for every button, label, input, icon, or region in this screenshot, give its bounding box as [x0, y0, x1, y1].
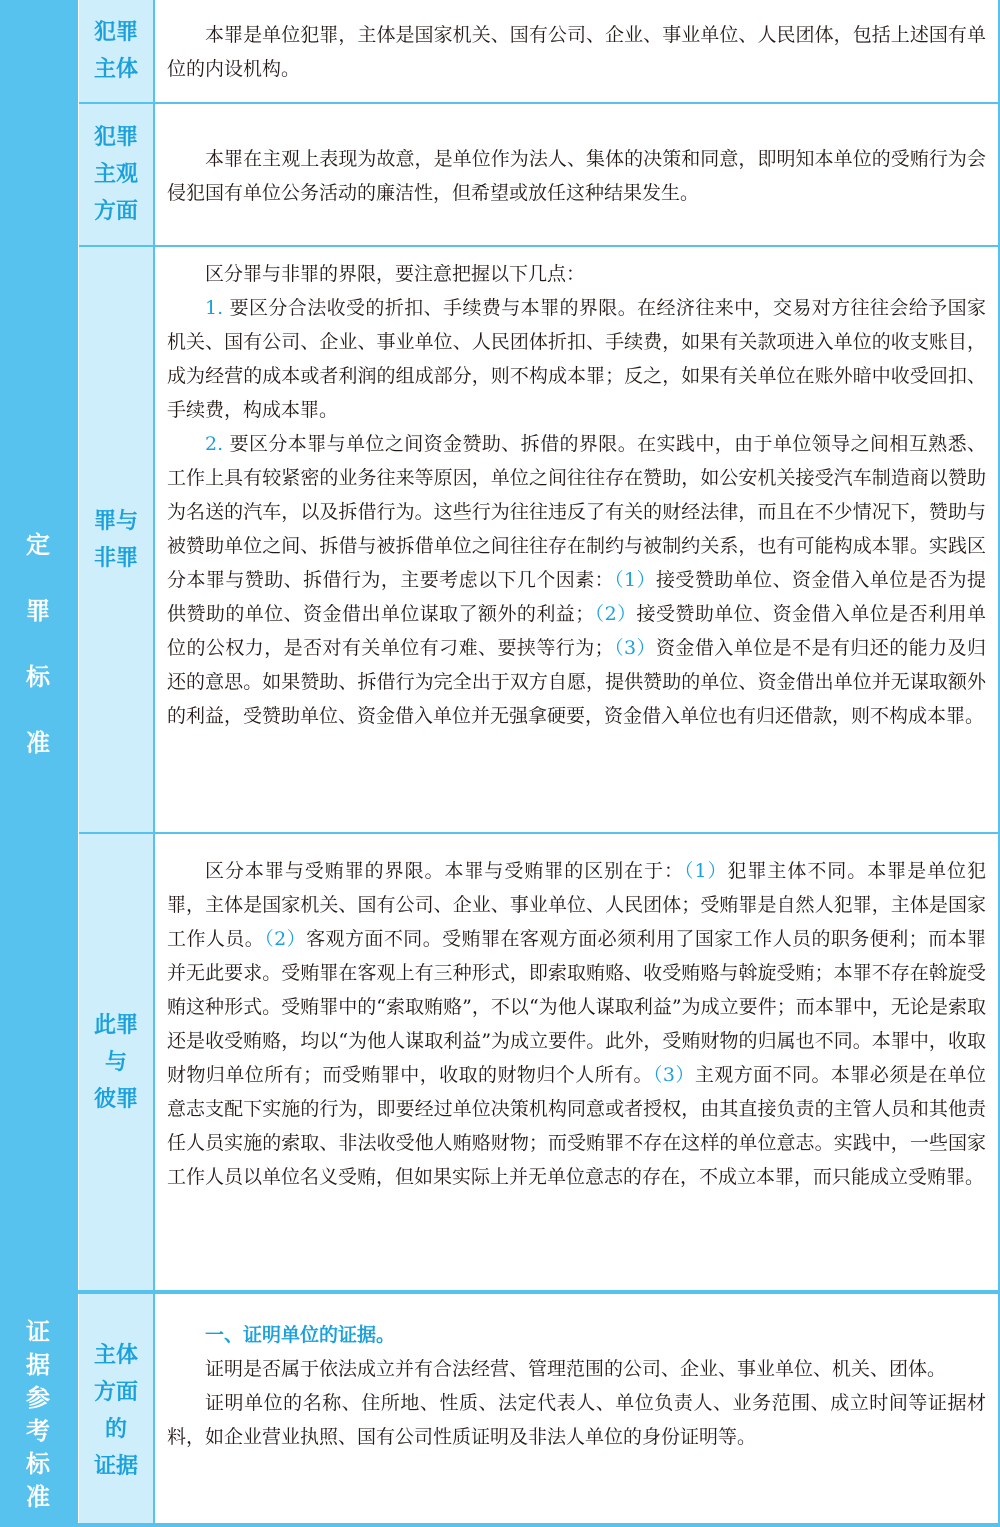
divider	[79, 102, 1000, 104]
divider	[79, 245, 1000, 247]
row-label-line: 犯罪	[93, 125, 138, 150]
paragraph-text: 区分罪与非罪的界限，要注意把握以下几点：	[205, 263, 586, 285]
category-char: 准	[26, 1483, 50, 1511]
category-char: 罪	[26, 597, 50, 625]
body-paragraph	[155, 18, 1000, 86]
paragraph-text: 接受赞助单位、资金借入单位是否利用单位的公权力，是否对有关单位有刁难、要挟等行为；	[167, 603, 986, 659]
divider	[76, 0, 78, 1527]
row-body-this-vs-other-crime	[155, 834, 1000, 1290]
item-number: （2）	[594, 603, 637, 625]
item-number: （1）	[614, 569, 656, 591]
paragraph-text: 本罪是单位犯罪，主体是国家机关、国有公司、企业、事业单位、人民团体，包括上述国有单位的内设机构。	[167, 24, 986, 80]
body-paragraph	[155, 291, 1000, 427]
row-label-this-vs-other-crime	[79, 834, 153, 1290]
category-char: 标	[26, 663, 50, 691]
item-number: （3）	[613, 637, 656, 659]
row-body-crime-or-not	[155, 247, 1000, 832]
paragraph-text: 接受赞助单位、资金借入单位是否为提供赞助的单位、资金借出单位谋取了额外的利益；	[167, 569, 986, 625]
row-label-line: 非罪	[93, 546, 138, 571]
row-label-line: 方面	[93, 199, 138, 224]
row-label-subjective-aspect	[79, 104, 153, 245]
category-char: 定	[26, 531, 50, 559]
row-body-subjective-aspect	[155, 104, 1000, 245]
row-label-crime-subject	[79, 0, 153, 102]
body-paragraph	[155, 427, 1000, 733]
divider	[79, 832, 1000, 834]
body-paragraph	[155, 142, 1000, 210]
paragraph-text: 证明是否属于依法成立并有合法经营、管理范围的公司、企业、事业单位、机关、团体。	[205, 1358, 947, 1380]
row-body-crime-subject	[155, 0, 1000, 102]
row-label-line: 此罪	[93, 1013, 138, 1038]
paragraph-text: 主观方面不同。本罪必须是在单位意志支配下实施的行为，即要经过单位决策机构同意或者授权，由其直接负责的主管人员和其他责任人员实施的索取、非法收受他人贿赂财物；而受贿罪不存在这样的单位意志。实践中，一些国家工作人员以单位名义受贿，但如果实际上并无单位意志的存在，不成立本罪，而只能成立受贿罪。	[167, 1064, 986, 1188]
row-label-subject-evidence	[79, 1294, 153, 1527]
body-paragraph	[155, 1352, 1000, 1386]
category-cell-evidence	[0, 1294, 76, 1527]
row-label-line: 的	[104, 1417, 127, 1442]
row-label-line: 罪与	[93, 509, 138, 534]
item-number: 1.	[205, 297, 224, 319]
category-label-evidence	[0, 1316, 76, 1514]
row-label-line: 方面	[93, 1380, 138, 1405]
section-heading: 一、证明单位的证据。	[205, 1324, 396, 1346]
divider	[153, 0, 155, 1527]
category-char: 证	[26, 1318, 50, 1346]
row-label-line: 主观	[93, 162, 138, 187]
paragraph-text: 要区分合法收受的折扣、手续费与本罪的界限。在经济往来中，交易对方往往会给予国家机关、国有公司、企业、事业单位、人民团体折扣、手续费，如果有关款项进入单位的收支账目，成为经营的成本或者利润的组成部分，则不构成本罪；反之，如果有关单位在账外暗中收受回扣、手续费，构成本罪。	[167, 297, 986, 421]
row-label-line: 与	[104, 1050, 127, 1075]
paragraph-text: 证明单位的名称、住所地、性质、法定代表人、单位负责人、业务范围、成立时间等证据材料，如企业营业执照、国有公司性质证明及非法人单位的身份证明等。	[167, 1392, 986, 1448]
body-paragraph	[155, 257, 1000, 291]
paragraph-text: 本罪在主观上表现为故意，是单位作为法人、集体的决策和同意，即明知本单位的受贿行为会侵犯国有单位公务活动的廉洁性，但希望或放任这种结果发生。	[167, 148, 986, 204]
category-cell-conviction	[0, 0, 76, 1290]
row-label-line: 彼罪	[93, 1087, 138, 1112]
paragraph-text: 客观方面不同。受贿罪在客观方面必须利用了国家工作人员的职务便利；而本罪并无此要求。受贿罪在客观上有三种形式，即索取贿赂、收受贿赂与斡旋受贿；本罪不存在斡旋受贿这种形式。受贿罪中的“索取贿赂”，不以“为他人谋取利益”为成立要件；而本罪中，无论是索取还是收受贿赂，均以“为他人谋取利益”为成立要件。此外，受贿财物的归属也不同。本罪中，收取财物归单位所有；而受贿罪中，收取的财物归个人所有。	[167, 928, 986, 1086]
paragraph-text: 犯罪主体不同。本罪是单位犯罪，主体是国家机关、国有公司、企业、事业单位、人民团体；受贿罪是自然人犯罪，主体是国家工作人员。	[167, 860, 986, 950]
body-paragraph	[155, 1386, 1000, 1454]
category-label-conviction	[0, 512, 76, 776]
paragraph-text: 要区分本罪与单位之间资金赞助、拆借的界限。在实践中，由于单位领导之间相互熟悉、工作上具有较紧密的业务往来等原因，单位之间往往存在赞助，如公安机关接受汽车制造商以赞助为名送的汽车，以及拆借行为。这些行为往往违反了有关的财经法律，而且在不少情况下，赞助与被赞助单位之间、拆借与被拆借单位之间往往存在制约与被制约关系，也有可能构成本罪。实践区分本罪与赞助、拆借行为，主要考虑以下几个因素：	[167, 433, 986, 591]
paragraph-text: 资金借入单位是不是有归还的能力及归还的意思。如果赞助、拆借行为完全出于双方自愿，提供赞助的单位、资金借出单位并无谋取额外的利益，受赞助单位、资金借入单位并无强拿硬要，资金借入单位也有归还借款，则不构成本罪。	[167, 637, 986, 727]
category-char: 标	[26, 1450, 50, 1478]
category-char: 考	[26, 1417, 50, 1445]
category-char: 准	[26, 729, 50, 757]
divider	[0, 1290, 1000, 1294]
category-char: 据	[26, 1351, 50, 1379]
row-label-line: 证据	[93, 1454, 138, 1479]
item-number: （3）	[652, 1064, 695, 1086]
item-number: （1）	[684, 860, 728, 882]
row-label-crime-or-not	[79, 247, 153, 832]
item-number: （2）	[264, 928, 307, 950]
paragraph-text: 区分本罪与受贿罪的界限。本罪与受贿罪的区别在于：	[205, 860, 685, 882]
row-body-subject-evidence	[155, 1294, 1000, 1527]
body-paragraph	[155, 854, 1000, 1194]
category-char: 参	[26, 1384, 50, 1412]
row-label-line: 主体	[93, 57, 138, 82]
row-label-line: 犯罪	[93, 20, 138, 45]
divider	[0, 1523, 1000, 1527]
row-label-line: 主体	[93, 1343, 138, 1368]
item-number: 2.	[205, 433, 224, 455]
